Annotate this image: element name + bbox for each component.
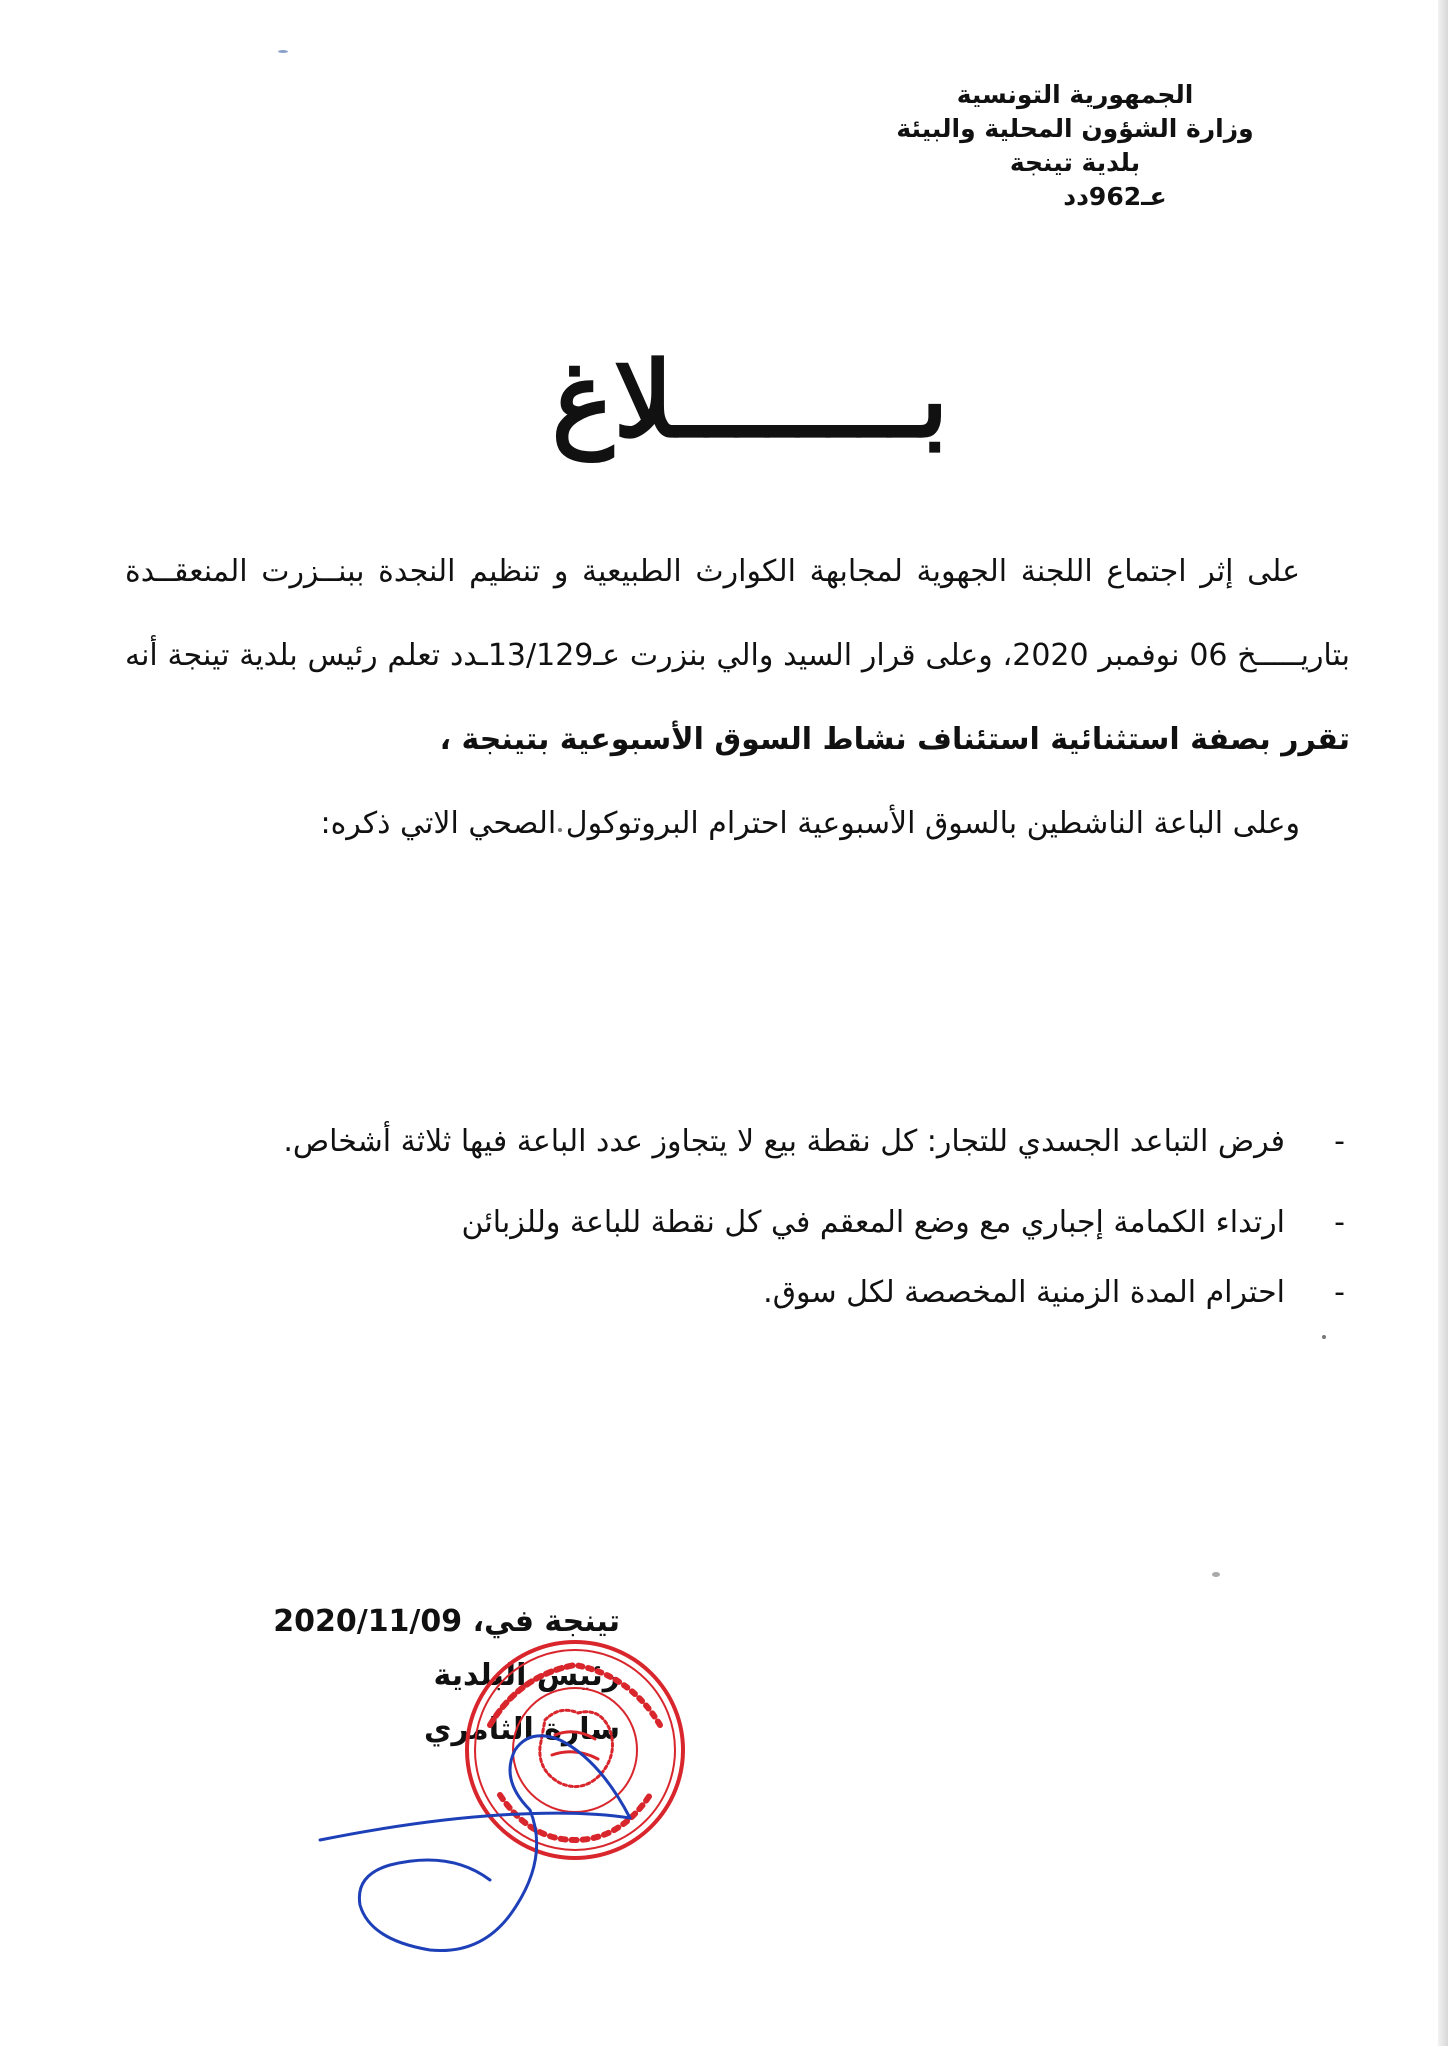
scan-speck [278,50,288,53]
list-item-text: فرض التباعد الجسدي للتجار: كل نقطة بيع لا يتجاوز عدد الباعة فيها ثلاثة أشخاص. [283,1124,1285,1159]
scan-edge [1438,0,1448,2046]
country-name: الجمهورية التونسية [956,80,1194,109]
list-item-text: احترام المدة الزمنية المخصصة لكل سوق. [763,1275,1285,1310]
paragraph-announcement [125,530,1350,782]
title-tatweel: ـــــــ [675,338,889,461]
title-first-letter: بـ [888,338,949,461]
place-date: تينجة في، 2020/11/09 [273,1604,620,1639]
ministry-name: وزارة الشؤون المحلية والبيئة [896,114,1254,143]
document-body [125,530,1350,866]
handwritten-signature [300,1700,720,2000]
signature-stroke [320,1736,630,1951]
letterhead [860,78,1290,214]
signer-name: سارة الثامري [424,1712,620,1747]
measures-list [125,1100,1350,1328]
list-bullet: - [1334,1275,1345,1310]
title-text [465,330,1035,470]
municipality-name: بلدية تينجة [1009,148,1141,177]
reference-number: عـ962دد [1063,182,1167,211]
paragraph-intro: على إثر اجتماع اللجنة الجهوية لمجابهة الكوارث الطبيعية و تنظيم النجدة ببنــزرت المنعقــدة بتاريـــــخ 06 نوفمبر 2020، وعلى قرار السيد والي بنزرت عـ13/129ـدد تعلم رئيس بلدية تينجة أنه [125,554,1350,673]
scan-speck [1212,1572,1220,1577]
list-item [125,1188,1350,1258]
title-rest: لاغ [551,338,676,461]
list-item [125,1100,1350,1184]
list-item [125,1258,1350,1328]
signer-title: رئيس البلدية [433,1658,620,1693]
list-bullet: - [1334,1205,1345,1240]
scan-speck [1322,1335,1326,1339]
paragraph-decision: تقرر بصفة استثنائية استئناف نشاط السوق الأسبوعية بتينجة ، [439,722,1350,757]
document-title [465,330,1035,470]
list-bullet: - [1334,1124,1345,1159]
list-item-text: ارتداء الكمامة إجباري مع وضع المعقم في كل نقطة للباعة وللزبائن [461,1205,1285,1240]
paragraph-obligations: وعلى الباعة الناشطين بالسوق الأسبوعية احترام البروتوكول الصحي الاتي ذكره: [320,806,1300,841]
